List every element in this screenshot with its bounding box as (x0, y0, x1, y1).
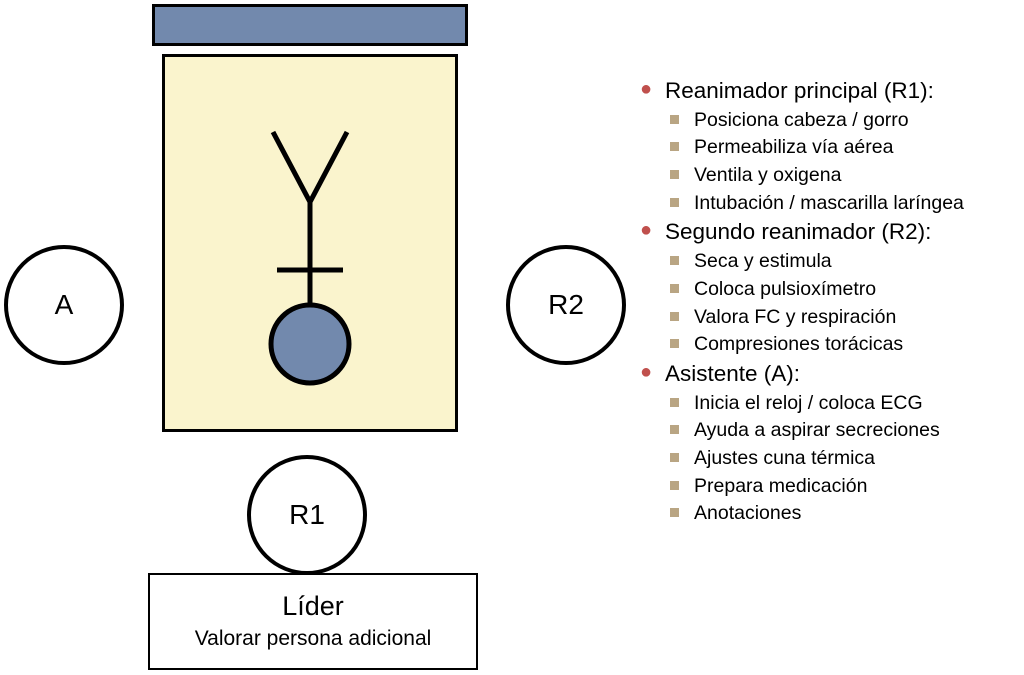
list-item (640, 304, 1024, 332)
role-heading (640, 359, 1024, 389)
list-item (640, 248, 1024, 276)
square-bullet-icon (670, 445, 694, 462)
square-bullet-icon (670, 190, 694, 207)
list-item (640, 107, 1024, 135)
task-label: Posiciona cabeza / gorro (694, 108, 909, 131)
leader-box (148, 573, 478, 670)
task-label: Ayuda a aspirar secreciones (694, 419, 940, 442)
list-item (640, 331, 1024, 359)
square-bullet-icon (670, 134, 694, 151)
position-marker-assistant[interactable] (4, 245, 124, 365)
square-bullet-icon (670, 304, 694, 321)
list-item (640, 500, 1024, 528)
list-item (640, 276, 1024, 304)
square-bullet-icon (670, 390, 694, 407)
square-bullet-icon (670, 417, 694, 434)
position-marker-label: R1 (289, 499, 325, 530)
role-heading (640, 217, 1024, 247)
task-label: Anotaciones (694, 502, 802, 525)
task-label: Prepara medicación (694, 474, 868, 497)
role-heading (640, 76, 1024, 106)
role-title: Reanimador principal (R1): (665, 78, 934, 103)
list-item (640, 473, 1024, 501)
role-group-main-resuscitator (640, 76, 1024, 217)
task-label: Valora FC y respiración (694, 305, 897, 328)
square-bullet-icon (670, 276, 694, 293)
square-bullet-icon (670, 162, 694, 179)
task-label: Seca y estimula (694, 250, 832, 273)
square-bullet-icon (670, 331, 694, 348)
bullet-icon: ● (640, 219, 653, 242)
bullet-icon: ● (640, 78, 653, 100)
task-label: Coloca pulsioxímetro (694, 277, 877, 300)
position-marker-second-resuscitator[interactable] (506, 245, 626, 365)
task-label: Inicia el reloj / coloca ECG (694, 391, 923, 414)
list-item (640, 417, 1024, 445)
leader-subtitle: Valorar persona adicional (194, 626, 432, 650)
task-label: Permeabiliza vía aérea (694, 136, 894, 159)
task-label: Ajustes cuna térmica (694, 446, 875, 469)
list-item (640, 390, 1024, 418)
position-marker-label: A (54, 289, 74, 320)
list-item (640, 190, 1024, 218)
bed-headboard (152, 4, 468, 46)
position-marker-label: R2 (548, 289, 584, 320)
task-label: Compresiones torácicas (694, 333, 904, 356)
list-item (640, 445, 1024, 473)
list-item (640, 162, 1024, 190)
square-bullet-icon (670, 248, 694, 265)
task-label: Ventila y oxigena (694, 164, 842, 187)
position-marker-main-resuscitator[interactable] (247, 455, 367, 575)
square-bullet-icon (670, 473, 694, 490)
square-bullet-icon (670, 107, 694, 124)
leader-title: Líder (282, 591, 344, 622)
infant-figure-icon (162, 54, 458, 432)
list-item (640, 134, 1024, 162)
role-group-second-resuscitator (640, 217, 1024, 358)
role-title: Segundo reanimador (R2): (665, 219, 932, 245)
role-title: Asistente (A): (665, 360, 801, 386)
role-task-list (640, 76, 1024, 528)
role-group-assistant (640, 359, 1024, 528)
square-bullet-icon (670, 500, 694, 517)
bullet-icon: ● (640, 360, 653, 383)
task-label: Intubación / mascarilla laríngea (694, 191, 964, 214)
